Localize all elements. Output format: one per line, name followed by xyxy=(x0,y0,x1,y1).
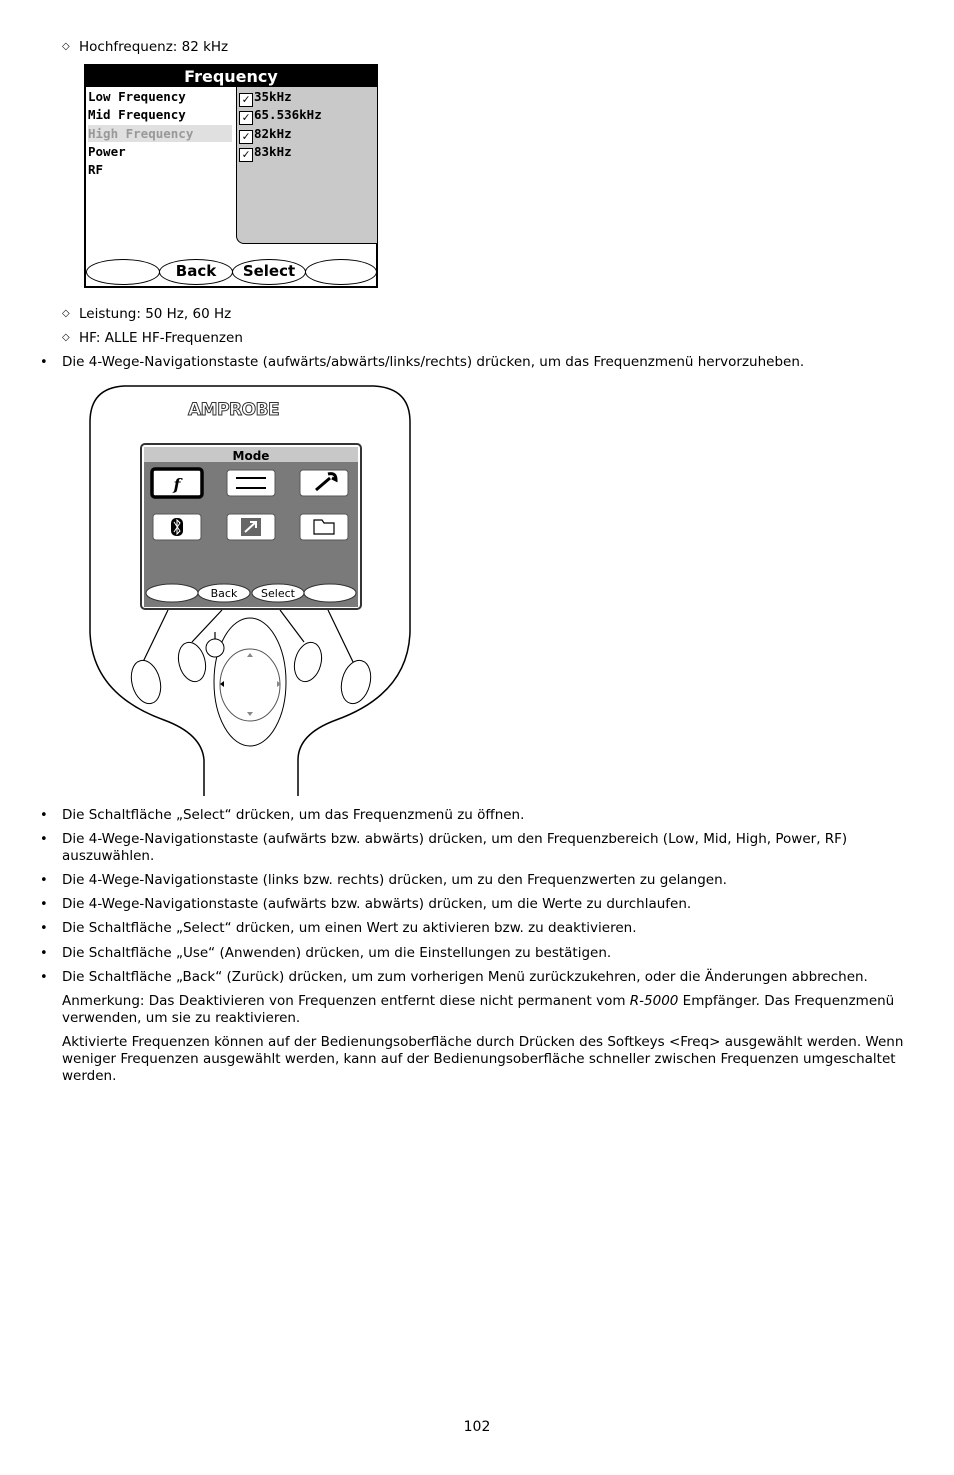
physical-key-1 xyxy=(127,657,165,707)
nav-up-arrow-icon xyxy=(247,653,253,657)
value-label: 83kHz xyxy=(254,144,292,159)
bullet-item: • Die Schaltfläche „Select“ drücken, um das Frequenzmenü zu öffnen. xyxy=(62,807,524,824)
power-button xyxy=(206,639,224,657)
nav-down-arrow-icon xyxy=(247,712,253,716)
checkbox-checked-icon[interactable]: ✓ xyxy=(239,111,253,125)
device-softkey-select-label: Select xyxy=(261,587,295,600)
nav-pad-inner xyxy=(220,649,280,721)
checkbox-checked-icon[interactable]: ✓ xyxy=(239,148,253,162)
physical-key-4 xyxy=(337,657,375,707)
bullet-item: • Die Schaltfläche „Back“ (Zurück) drücken, um zum vorherigen Menü zurückzukehren, oder die Änderungen abbrechen. xyxy=(62,969,868,986)
value-label: 82kHz xyxy=(254,126,292,141)
device-softkey-back-label: Back xyxy=(210,587,238,600)
softkey-4[interactable] xyxy=(305,259,377,285)
softkey-select[interactable]: Select xyxy=(232,259,306,285)
band-mid[interactable]: Mid Frequency xyxy=(88,107,186,122)
sub-item-power: ◇ Leistung: 50 Hz, 60 Hz xyxy=(79,306,231,323)
nav-pad-outer xyxy=(214,618,286,746)
bullet-item: • Die Schaltfläche „Select“ drücken, um einen Wert zu aktivieren bzw. zu deaktivieren. xyxy=(62,920,636,937)
depth-mode-icon xyxy=(227,470,275,496)
band-rf[interactable]: RF xyxy=(88,162,104,177)
physical-key-2 xyxy=(174,639,209,684)
value-label: 65.536kHz xyxy=(254,107,322,122)
bullet-item: • Die 4-Wege-Navigationstaste (aufwärts bzw. abwärts) drücken, um den Frequenzbereich (Low, Mid, High, Power, RF) auszuwählen. xyxy=(62,831,862,865)
value-label: 35kHz xyxy=(254,89,292,104)
amprobe-logo: AMPROBE xyxy=(188,400,280,420)
value-row[interactable] xyxy=(239,125,292,144)
physical-key-3 xyxy=(290,639,325,684)
value-row[interactable] xyxy=(239,106,322,125)
value-row[interactable] xyxy=(239,88,292,107)
band-low[interactable]: Low Frequency xyxy=(88,89,186,104)
softkey-back[interactable]: Back xyxy=(159,259,233,285)
checkbox-checked-icon[interactable]: ✓ xyxy=(239,93,253,107)
band-high-selected[interactable]: High Frequency xyxy=(88,125,232,142)
checkbox-checked-icon[interactable]: ✓ xyxy=(239,130,253,144)
svg-text:f: f xyxy=(173,475,181,494)
bullet-item: • Die 4-Wege-Navigationstaste (aufwärts bzw. abwärts) drücken, um die Werte zu durchlaufen. xyxy=(62,896,691,913)
value-row[interactable] xyxy=(239,143,292,162)
note-paragraph xyxy=(62,993,904,1027)
bullet-item: • Die Schaltfläche „Use“ (Anwenden) drücken, um die Einstellungen zu bestätigen. xyxy=(62,945,611,962)
nav-left-arrow-icon xyxy=(220,681,224,687)
bullet-intro: • Die 4-Wege-Navigationstaste (aufwärts/abwärts/links/rechts) drücken, um das Frequenzmenü hervorzuheben. xyxy=(62,354,804,371)
frequency-screen-title: Frequency xyxy=(86,66,376,87)
frequency-screen xyxy=(84,64,378,288)
device-softkey-4 xyxy=(304,584,356,602)
band-list xyxy=(86,87,234,237)
sub-item-high-frequency: ◇ Hochfrequenz: 82 kHz xyxy=(79,39,228,56)
model-name: R-5000 xyxy=(629,993,679,1009)
info-paragraph: Aktivierte Frequenzen können auf der Bedienungsoberfläche durch Drücken des Softkeys <Freq> ausgewählt werden. Wenn weniger Frequenzen ausgewählt werden, kann auf der Bedienungsoberfläche schneller zwischen Frequenzen umgeschaltet werden. xyxy=(62,1034,904,1084)
device-screen-title: Mode xyxy=(232,449,270,463)
device-softkey-1 xyxy=(146,584,198,602)
value-list xyxy=(236,87,377,244)
bullet-item: • Die 4-Wege-Navigationstaste (links bzw. rechts) drücken, um zu den Frequenzwerten zu gelangen. xyxy=(62,872,727,889)
page-number: 102 xyxy=(463,1419,491,1435)
sub-item-rf: ◇ HF: ALLE HF-Frequenzen xyxy=(79,330,243,347)
band-power[interactable]: Power xyxy=(88,144,126,159)
note-text-end: Empfänger. Das Frequenzmenü verwenden, um sie zu reaktivieren. xyxy=(62,993,895,1026)
softkey-1[interactable] xyxy=(86,259,160,285)
note-text: Anmerkung: Das Deaktivieren von Frequenzen entfernt diese nicht permanent vom xyxy=(62,993,630,1009)
